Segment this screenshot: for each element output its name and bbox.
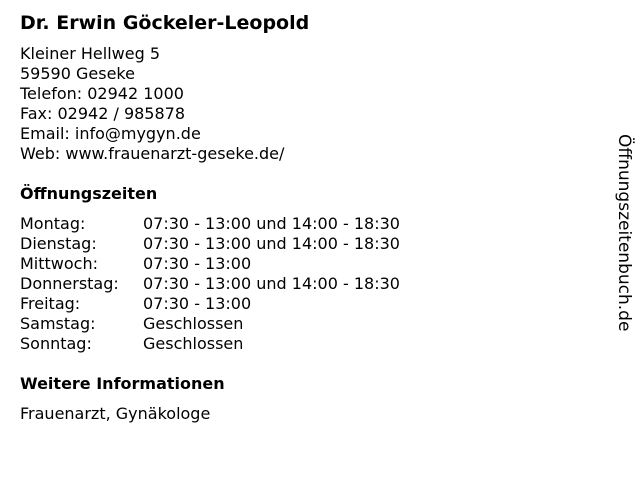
- address-street: Kleiner Hellweg 5: [20, 44, 160, 63]
- opening-hours-heading: Öffnungszeiten: [20, 184, 158, 203]
- day-hours: Geschlossen: [143, 314, 244, 333]
- day-label: Samstag:: [20, 314, 96, 333]
- day-label: Freitag:: [20, 294, 81, 313]
- contact-block: [20, 44, 284, 164]
- site-watermark: Öffnungszeitenbuch.de: [614, 134, 634, 332]
- day-label: Dienstag:: [20, 234, 97, 253]
- day-hours: 07:30 - 13:00 und 14:00 - 18:30: [143, 274, 400, 293]
- day-label: Montag:: [20, 214, 86, 233]
- phone-number: Telefon: 02942 1000: [20, 84, 184, 103]
- email-address: Email: info@mygyn.de: [20, 124, 201, 143]
- day-hours: 07:30 - 13:00 und 14:00 - 18:30: [143, 234, 400, 253]
- day-label: Sonntag:: [20, 334, 92, 353]
- further-info-text: Frauenarzt, Gynäkologe: [20, 404, 211, 423]
- day-hours: Geschlossen: [143, 334, 244, 353]
- further-info-heading: Weitere Informationen: [20, 374, 225, 393]
- website-address: Web: www.frauenarzt-geseke.de/: [20, 144, 285, 163]
- day-label: Donnerstag:: [20, 274, 119, 293]
- business-name: Dr. Erwin Göckeler-Leopold: [20, 12, 310, 34]
- day-label: Mittwoch:: [20, 254, 98, 273]
- address-city: 59590 Geseke: [20, 64, 135, 83]
- day-hours: 07:30 - 13:00: [143, 294, 252, 313]
- day-hours: 07:30 - 13:00: [143, 254, 252, 273]
- day-hours: 07:30 - 13:00 und 14:00 - 18:30: [143, 214, 400, 233]
- fax-number: Fax: 02942 / 985878: [20, 104, 186, 123]
